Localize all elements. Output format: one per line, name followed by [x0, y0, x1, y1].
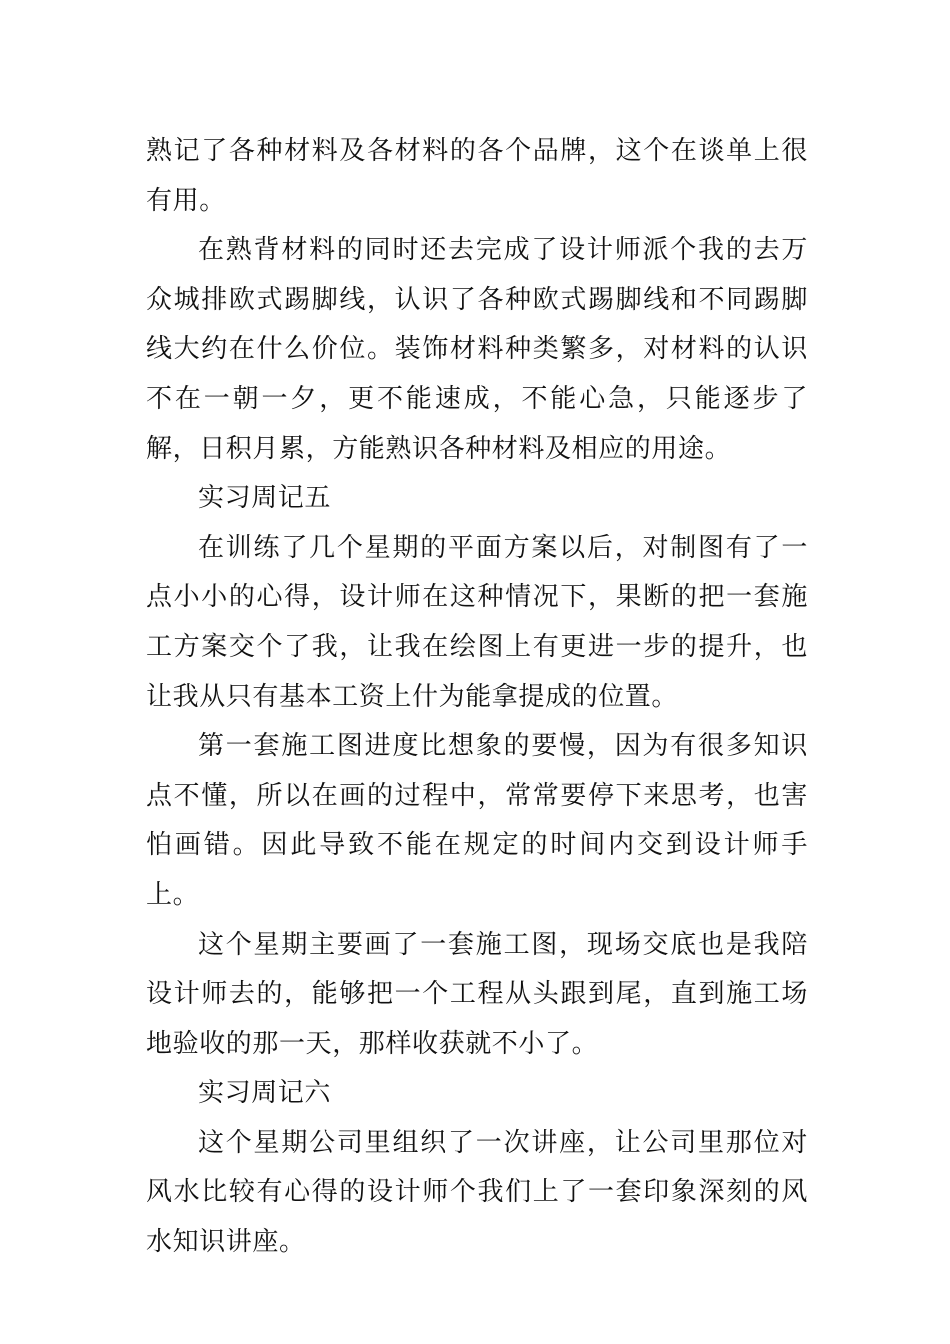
paragraph: 在训练了几个星期的平面方案以后，对制图有了一点小小的心得，设计师在这种情况下，果断的把一套施工方案交个了我，让我在绘图上有更进一步的提升，也让我从只有基本工资上什为能拿提成的位置。: [146, 532, 808, 712]
paragraph: 第一套施工图进度比想象的要慢，因为有很多知识点不懂，所以在画的过程中，常常要停下来思考，也害怕画错。因此导致不能在规定的时间内交到设计师手上。: [146, 731, 808, 910]
paragraph: 这个星期公司里组织了一次讲座，让公司里那位对风水比较有心得的设计师个我们上了一套印象深刻的风水知识讲座。: [146, 1127, 808, 1258]
section-heading: 实习周记六: [198, 1078, 332, 1109]
paragraph-continued: 熟记了各种材料及各材料的各个品牌，这个在谈单上很有用。: [146, 136, 808, 216]
paragraph: 在熟背材料的同时还去完成了设计师派个我的去万众城排欧式踢脚线，认识了各种欧式踢脚线和不同踢脚线大约在什么价位。装饰材料种类繁多，对材料的认识不在一朝一夕，更不能速成，不能心急，只能逐步了解，日积月累，方能熟识各种材料及相应的用途。: [146, 235, 808, 464]
section-heading: 实习周记五: [198, 483, 332, 514]
document-body: [146, 127, 808, 1268]
paragraph: 这个星期主要画了一套施工图，现场交底也是我陪设计师去的，能够把一个工程从头跟到尾，直到施工场地验收的那一天，那样收获就不小了。: [146, 929, 808, 1059]
